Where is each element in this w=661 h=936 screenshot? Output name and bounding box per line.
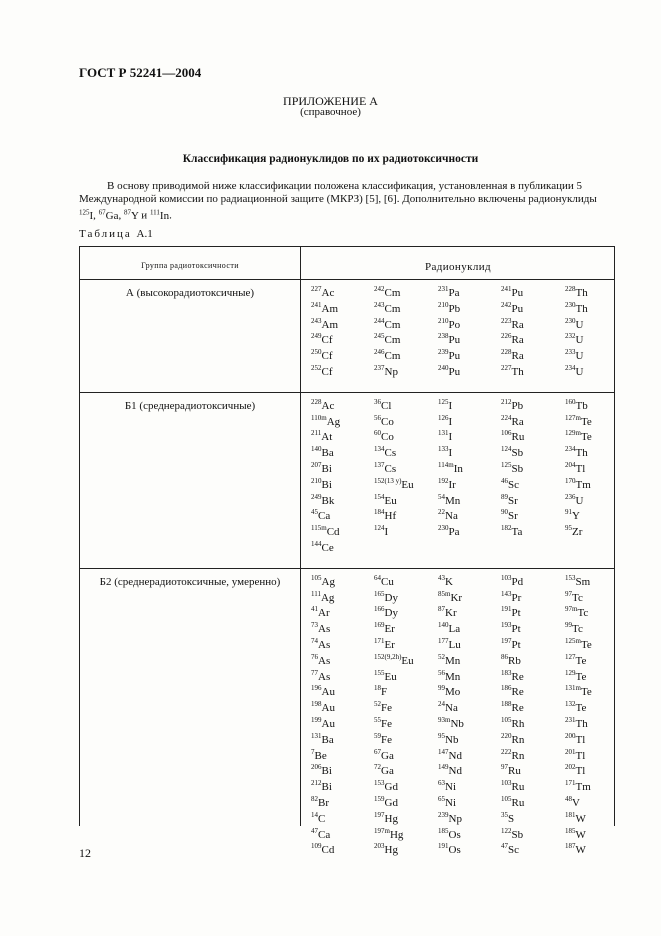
nuclide-cell: $^{177}$Lu (438, 637, 461, 651)
nuclide-cell: $^{246}$Cm (374, 348, 401, 363)
nuclide-cell: $^7$Be (311, 747, 327, 762)
nuclide-cell: $^{67}$Ga (374, 747, 394, 762)
nuclide-cell: $^{82}$Br (311, 795, 329, 809)
intro-paragraph (79, 180, 616, 223)
nuclide-cell: $^{14}$C (311, 810, 326, 825)
table-label-word: Таблица (79, 228, 132, 240)
nuclide-cell: $^{144}$Ce (311, 540, 334, 554)
nuclide-cell: $^{140}$La (438, 621, 461, 636)
group-divider (80, 568, 614, 569)
nuclide-cell: $^{199}$Au (311, 716, 335, 730)
nuclide-cell: $^{90}$Sr (501, 508, 518, 523)
group-label: Б2 (среднерадиотоксичные, умеренно) (99, 575, 281, 588)
nuclide-cell: $^{220}$Rn (501, 731, 525, 746)
nuclide-cell: $^{106}$Ru (501, 429, 525, 444)
nuclide-cell: $^{56}$Co (374, 413, 394, 428)
nuclide-cell: $^{196}$Au (311, 684, 335, 699)
nuclide-cell: $^{18}$F (374, 684, 388, 699)
nuclide-cell: $^{152(9,2h)}$Eu (374, 652, 414, 667)
nuclide-cell: $^{197}$Pt (501, 637, 521, 651)
nuclide-cell: $^{89}$Sr (501, 492, 518, 507)
nuclide-cell: $^{132}$Te (565, 700, 587, 715)
nuclide-cell: $^{198}$Au (311, 700, 335, 715)
nuclide-cell: $^{159}$Gd (374, 795, 398, 809)
nuclide-cell: $^{125}$I (438, 397, 453, 412)
nuclide-cell: $^{230}$U (565, 316, 584, 331)
nuclide-cell: $^{197m}$Hg (374, 826, 404, 841)
nuclide-cell: $^{192}$Ir (438, 476, 456, 491)
nuclide-cell: $^{245}$Cm (374, 332, 401, 347)
nuclide-cell: $^{204}$Tl (565, 461, 586, 475)
nuclide-cell: $^{166}$Dy (374, 605, 398, 620)
group-label: Б1 (среднерадиотоксичные) (124, 399, 256, 412)
nuclide-cell: $^{241}$Pu (501, 285, 524, 299)
nuclide-cell: $^{95}$Zr (565, 524, 583, 539)
nuclide-cell: $^{206}$Bi (311, 763, 332, 778)
nuclide-cell: $^{249}$Bk (311, 492, 335, 507)
nuclide-cell: $^{227}$Ac (311, 285, 335, 299)
nuclide-cell: $^{203}$Hg (374, 842, 398, 857)
nuclide-cell: $^{183}$Re (501, 668, 524, 683)
nuclide-cell: $^{95}$Nb (438, 731, 459, 746)
group-label: А (высокорадиотоксичные) (125, 287, 255, 299)
nuclide-cell: $^{65}$Ni (438, 795, 456, 809)
appendix-subtitle: (справочное) (300, 106, 361, 118)
nuclide-cell: $^{212}$Bi (311, 779, 332, 794)
nuclide-cell: $^{97}$Ru (501, 763, 521, 778)
nuclide-cell: $^{109}$Cd (311, 842, 335, 857)
nuclide-cell: $^{99}$Tc (565, 621, 583, 636)
nuclide-cell: $^{43}$K (438, 573, 453, 588)
nuclide-cell: $^{191}$Pt (501, 605, 521, 620)
nuclide-cell: $^{222}$Rn (501, 747, 525, 762)
nuclide-cell: $^{56}$Mn (438, 668, 461, 683)
nuclide-cell: $^{105}$Rh (501, 716, 525, 730)
nuclide-cell: $^{193}$Pt (501, 621, 521, 636)
nuclide-cell: $^{133}$I (438, 445, 453, 460)
nuclide-cell: $^{85m}$Kr (438, 589, 463, 604)
nuclide-cell: $^{228}$Ra (501, 348, 524, 363)
nuclide-cell: $^{211}$At (311, 429, 333, 444)
intro-line-2: Международной комиссии по радиационной защите (МКРЗ) [5], [6]. Дополнительно включены радионуклиды (79, 193, 597, 205)
nuclide-cell: $^{210}$Bi (311, 476, 332, 491)
nuclide-cell: $^{99}$Mo (438, 684, 461, 699)
nuclide-cell: $^{77}$As (311, 668, 331, 683)
nuclide-cell: $^{252}$Cf (311, 364, 333, 378)
nuclide-cell: $^{52}$Fe (374, 700, 392, 715)
nuclide-cell: $^{241}$Am (311, 300, 338, 315)
nuclide-cell: $^{207}$Bi (311, 461, 332, 475)
nuclide-cell: $^{239}$Pu (438, 348, 461, 363)
intro-line-1: В основу приводимой ниже классификации положена классификация, установленная в публикации 5 (107, 180, 582, 192)
nuclide-cell: $^{140}$Ba (311, 445, 334, 460)
nuclide-cell: $^{24}$Na (438, 700, 458, 715)
intro-nuclide: $^{125}$I (79, 208, 94, 222)
nuclide-cell: $^{181}$W (565, 810, 586, 825)
nuclide-cell: $^{187}$W (565, 842, 586, 857)
nuclide-cell: $^{143}$Pr (501, 589, 522, 604)
nuclide-cell: $^{155}$Eu (374, 668, 397, 683)
header-divider (80, 279, 614, 280)
nuclide-cell: $^{152(13 y)}$Eu (374, 476, 414, 491)
nuclide-cell: $^{210}$Pb (438, 300, 461, 315)
nuclide-cell: $^{228}$Th (565, 285, 588, 299)
nuclide-cell: $^{242}$Cm (374, 285, 401, 299)
nuclide-cell: $^{64}$Cu (374, 573, 394, 588)
nuclide-cell: $^{147}$Nd (438, 747, 462, 762)
nuclide-cell: $^{210}$Po (438, 316, 461, 331)
nuclide-cell: $^{131}$I (438, 429, 453, 444)
nuclide-cell: $^{60}$Co (374, 429, 394, 444)
nuclide-cell: $^{234}$Th (565, 445, 588, 460)
nuclide-cell: $^{129}$Te (565, 668, 587, 683)
nuclide-cell: $^{238}$Pu (438, 332, 461, 347)
nuclide-cell: $^{230}$Pa (438, 524, 460, 539)
nuclide-cell: $^{87}$Kr (438, 605, 457, 620)
nuclide-cell: $^{127m}$Te (565, 413, 592, 428)
intro-nuclide: $^{111}$In (149, 208, 170, 222)
nuclide-cell: $^{110m}$Ag (311, 413, 341, 428)
nuclide-cell: $^{59}$Fe (374, 731, 392, 746)
nuclide-cell: $^{131m}$Te (565, 684, 592, 699)
nuclide-cell: $^{55}$Fe (374, 716, 392, 730)
nuclide-cell: $^{124}$I (374, 524, 389, 539)
nuclide-cell: $^{212}$Pb (501, 397, 524, 412)
nuclide-cell: $^{48}$V (565, 795, 580, 809)
nuclide-cell: $^{115m}$Cd (311, 524, 340, 539)
nuclide-cell: $^{131}$Ba (311, 731, 334, 746)
nuclide-cell: $^{227}$Th (501, 364, 524, 378)
section-title: Классификация радионуклидов по их радиотоксичности (182, 153, 479, 165)
nuclide-cell: $^{129m}$Te (565, 429, 592, 444)
nuclide-cell: $^{232}$U (565, 332, 584, 347)
nuclide-cell: $^{105}$Ru (501, 795, 525, 809)
table-label-number: А.1 (136, 228, 153, 240)
nuclide-cell: $^{237}$Np (374, 364, 398, 378)
nuclide-cell: $^{160}$Tb (565, 397, 588, 412)
nuclide-cell: $^{230}$Th (565, 300, 588, 315)
nuclide-cell: $^{47}$Sc (501, 842, 519, 857)
nuclide-cell: $^{242}$Pu (501, 300, 524, 315)
nuclide-cell: $^{239}$Np (438, 810, 462, 825)
nuclide-cell: $^{41}$Ar (311, 605, 330, 620)
nuclide-cell: $^{186}$Re (501, 684, 524, 699)
nuclide-cell: $^{149}$Nd (438, 763, 462, 778)
nuclide-cell: $^{105}$Ag (311, 573, 335, 588)
nuclide-cell: $^{97}$Tc (565, 589, 583, 604)
nuclide-cell: $^{22}$Na (438, 508, 458, 523)
nuclide-cell: $^{125m}$Te (565, 637, 592, 651)
nuclide-cell: $^{228}$Ac (311, 397, 335, 412)
nuclide-cell: $^{244}$Cm (374, 316, 401, 331)
nuclide-cell: $^{234}$U (565, 364, 584, 378)
header-group-column: Группа радиотоксичности (141, 261, 239, 270)
nuclide-cell: $^{52}$Mn (438, 652, 461, 667)
nuclide-cell: $^{126}$I (438, 413, 453, 428)
nuclide-cell: $^{170}$Tm (565, 476, 591, 491)
intro-line-3: $^{125}$I, $^{67}$Ga, $^{87}$Y и $^{111}$In. (79, 208, 172, 222)
nuclide-cell: $^{188}$Re (501, 700, 524, 715)
nuclide-cell: $^{73}$As (311, 621, 331, 636)
nuclide-cell: $^{200}$Tl (565, 731, 586, 746)
intro-nuclide: $^{67}$Ga (98, 208, 119, 222)
nuclide-cell: $^{182}$Ta (501, 524, 523, 539)
nuclide-cell: $^{86}$Rb (501, 652, 521, 667)
nuclide-cell: $^{47}$Ca (311, 826, 331, 841)
nuclide-cell: $^{127}$Te (565, 652, 587, 667)
nuclide-cell: $^{45}$Ca (311, 508, 331, 523)
intro-nuclide: $^{87}$Y (124, 208, 139, 222)
nuclide-cell: $^{171}$Er (374, 637, 395, 651)
nuclide-cell: $^{202}$Tl (565, 763, 586, 778)
nuclide-cell: $^{153}$Gd (374, 779, 398, 794)
page-number: 12 (79, 846, 91, 860)
nuclide-cell: $^{125}$Sb (501, 461, 524, 475)
nuclide-cell: $^{93m}$Nb (438, 716, 464, 730)
nuclide-cell: $^{76}$As (311, 652, 331, 667)
nuclide-cell: $^{46}$Sc (501, 476, 519, 491)
nuclide-cell: $^{201}$Tl (565, 747, 586, 762)
nuclide-cell: $^{124}$Sb (501, 445, 524, 460)
nuclide-cell: $^{91}$Y (565, 508, 580, 523)
nuclide-cell: $^{97m}$Tc (565, 605, 589, 620)
nuclide-cell: $^{243}$Am (311, 316, 338, 331)
nuclide-cell: $^{197}$Hg (374, 810, 398, 825)
nuclide-cell: $^{72}$Ga (374, 763, 394, 778)
nuclide-cell: $^{154}$Eu (374, 492, 397, 507)
nuclide-cell: $^{103}$Ru (501, 779, 525, 794)
nuclide-cell: $^{54}$Mn (438, 492, 461, 507)
nuclide-cell: $^{240}$Pu (438, 364, 461, 378)
nuclide-cell: $^{185}$Os (438, 826, 461, 841)
nuclide-cell: $^{185}$W (565, 826, 586, 841)
nuclide-cell: $^{224}$Ra (501, 413, 524, 428)
nuclide-cell: $^{114m}$In (438, 461, 463, 475)
header-nuclide-column: Радионуклид (424, 261, 492, 273)
nuclide-cell: $^{122}$Sb (501, 826, 524, 841)
nuclide-cell: $^{103}$Pd (501, 573, 524, 588)
document-header: ГОСТ Р 52241—2004 (79, 65, 202, 80)
nuclide-cell: $^{233}$U (565, 348, 584, 363)
nuclide-cell: $^{191}$Os (438, 842, 461, 857)
nuclide-cell: $^{231}$Pa (438, 285, 460, 299)
nuclide-cell: $^{250}$Cf (311, 348, 333, 363)
nuclide-cell: $^{169}$Er (374, 621, 395, 636)
nuclide-table (79, 246, 615, 857)
nuclide-cell: $^{153}$Sm (565, 573, 591, 588)
column-divider (300, 247, 301, 826)
nuclide-cell: $^{236}$U (565, 492, 584, 507)
nuclide-cell: $^{243}$Cm (374, 300, 401, 315)
nuclide-cell: $^{36}$Cl (374, 397, 392, 412)
nuclide-cell: $^{137}$Cs (374, 461, 397, 475)
nuclide-cell: $^{184}$Hf (374, 508, 397, 523)
nuclide-cell: $^{249}$Cf (311, 332, 333, 347)
nuclide-cell: $^{63}$Ni (438, 779, 456, 794)
nuclide-cell: $^{165}$Dy (374, 589, 398, 604)
nuclide-cell: $^{111}$Ag (311, 589, 335, 604)
appendix-title: ПРИЛОЖЕНИЕ А (283, 94, 378, 108)
nuclide-cell: $^{223}$Ra (501, 316, 524, 331)
nuclide-cell: $^{74}$As (311, 637, 331, 651)
nuclide-cell: $^{134}$Cs (374, 445, 397, 460)
nuclide-cell: $^{171}$Tm (565, 779, 591, 794)
nuclide-cell: $^{35}$S (501, 810, 515, 825)
nuclide-cell: $^{231}$Th (565, 716, 588, 730)
nuclide-cell: $^{226}$Ra (501, 332, 524, 347)
table-label (79, 228, 153, 240)
group-divider (80, 392, 614, 393)
